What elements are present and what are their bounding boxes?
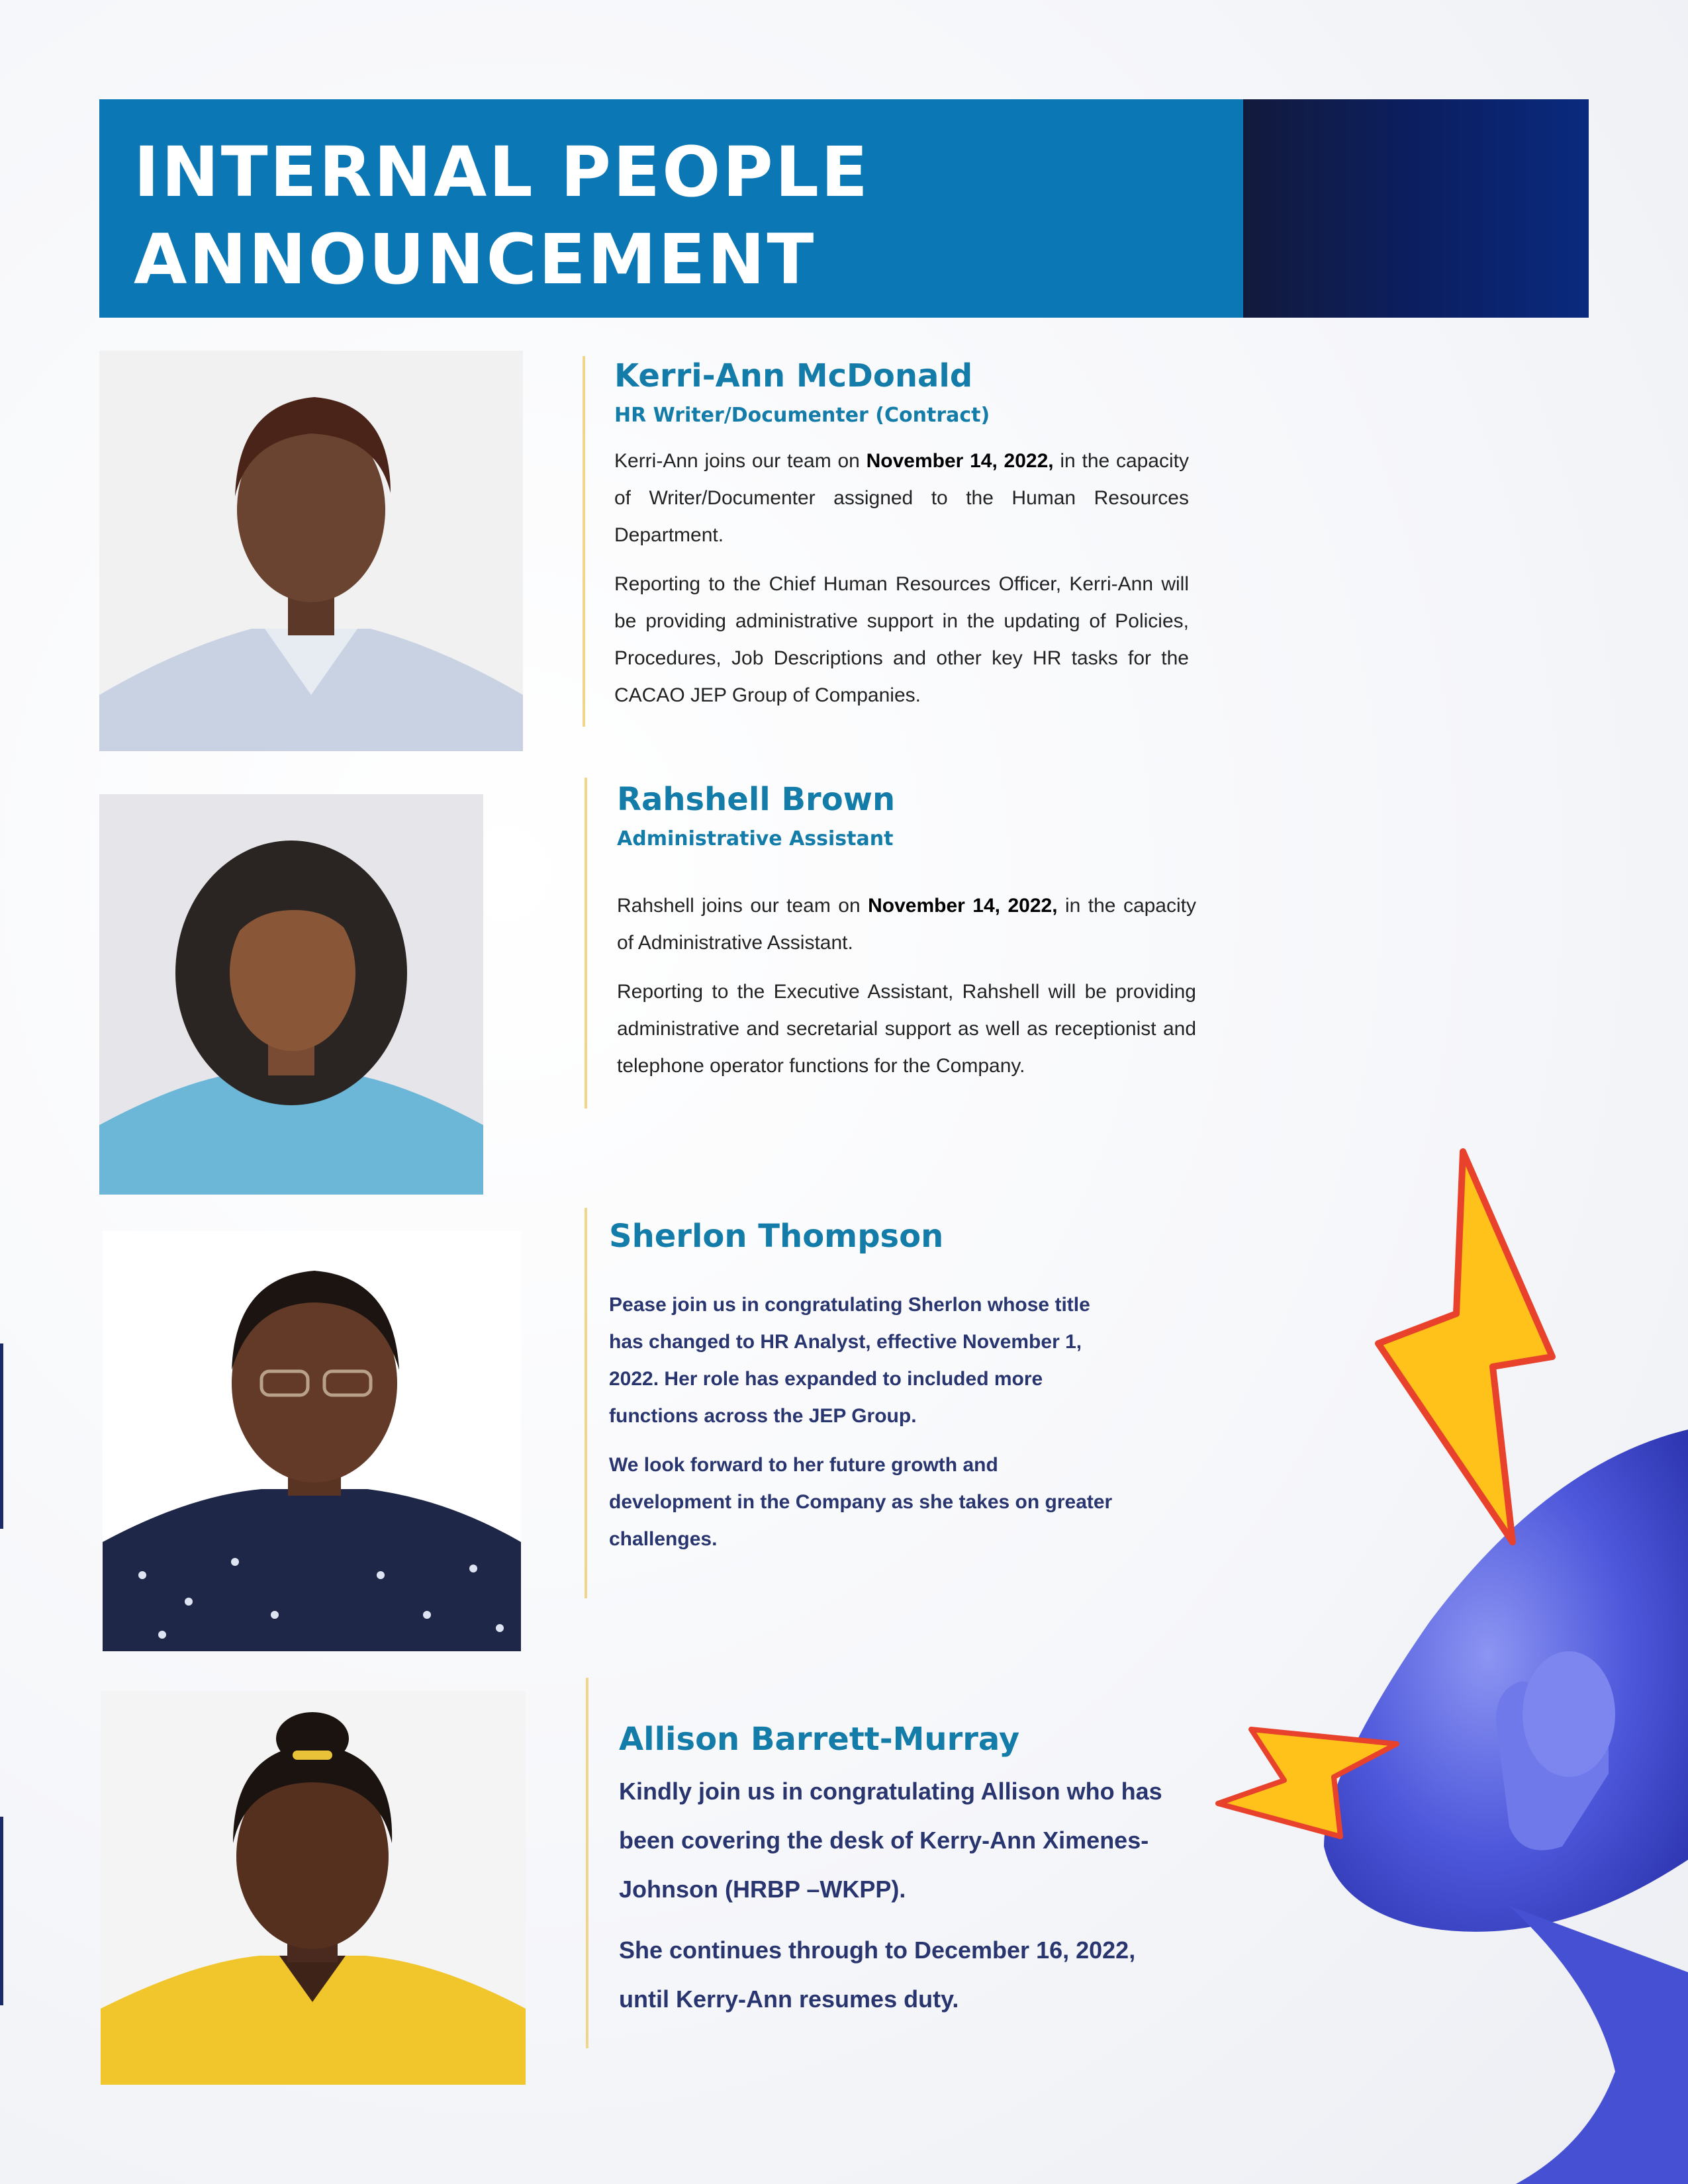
intro-text: Rahshell joins our team on (617, 895, 868, 917)
lightning-bolt-icon (1370, 1145, 1602, 1582)
person-announcement: Kindly join us in congratulating Allison who has been covering the desk of Kerry-Ann Ximenes-Johnson (HRBP –WKPP). (619, 1778, 1162, 1903)
banner-gradient-panel (1243, 99, 1589, 318)
start-date: November 14, 2022, (866, 450, 1054, 472)
accent-line-4 (586, 1678, 588, 2048)
portrait-kerri-ann (99, 351, 523, 751)
portrait-sherlon (103, 1231, 521, 1651)
accent-line-3 (585, 1208, 587, 1598)
person-card-kerri-ann (614, 357, 1189, 714)
person-role: Administrative Assistant (617, 827, 894, 850)
person-announcement: Pease join us in congratulating Sherlon whose title has changed to HR Analyst, effective November 1, 2022. Her role has expanded to included more functions across the JEP Group. (609, 1294, 1090, 1427)
accent-line-1 (583, 356, 585, 727)
person-details: She continues through to December 16, 2022, until Kerry-Ann resumes duty. (619, 1936, 1136, 2013)
portrait-rahshell (99, 794, 483, 1195)
intro-text-cont: in the capacity of Writer/Documenter assigned to the Human Resources Department. (614, 450, 1189, 546)
person-intro (614, 443, 1189, 554)
page-title-line-1: INTERNAL PEOPLE (134, 132, 870, 212)
person-name: Rahshell Brown (617, 781, 896, 818)
person-name: Sherlon Thompson (609, 1218, 944, 1255)
start-date: November 14, 2022, (868, 895, 1058, 917)
person-card-sherlon (609, 1218, 1125, 1558)
person-details: Reporting to the Chief Human Resources Officer, Kerri-Ann will be providing administrative support in the updating of Policies, Procedures, Job Descriptions and other key HR tasks for the CACAO JEP Group of Companies. (614, 573, 1189, 706)
person-intro (617, 887, 1196, 962)
person-card-rahshell (617, 781, 1196, 1085)
person-name: Kerri-Ann McDonald (614, 357, 973, 394)
lightning-bolt-icon (1211, 1724, 1403, 1843)
person-name: Allison Barrett-Murray (619, 1721, 1020, 1758)
accent-line-2 (585, 778, 587, 1109)
header-banner (99, 99, 1589, 318)
person-role: HR Writer/Documenter (Contract) (614, 404, 990, 427)
person-details: We look forward to her future growth and development in the Company as she takes on greater challenges. (609, 1454, 1113, 1550)
person-card-allison (619, 1721, 1168, 2024)
edge-mark (0, 1343, 3, 1529)
intro-text: Kerri-Ann joins our team on (614, 450, 867, 472)
person-details: Reporting to the Executive Assistant, Rahshell will be providing administrative and secretarial support as well as receptionist and telephone operator functions for the Company. (617, 981, 1196, 1077)
page-title-line-2: ANNOUNCEMENT (134, 219, 816, 300)
edge-mark (0, 1817, 3, 2005)
intro-text-cont: in the capacity of Administrative Assistant. (617, 895, 1196, 954)
page-title (134, 128, 870, 303)
portrait-allison (101, 1691, 526, 2085)
